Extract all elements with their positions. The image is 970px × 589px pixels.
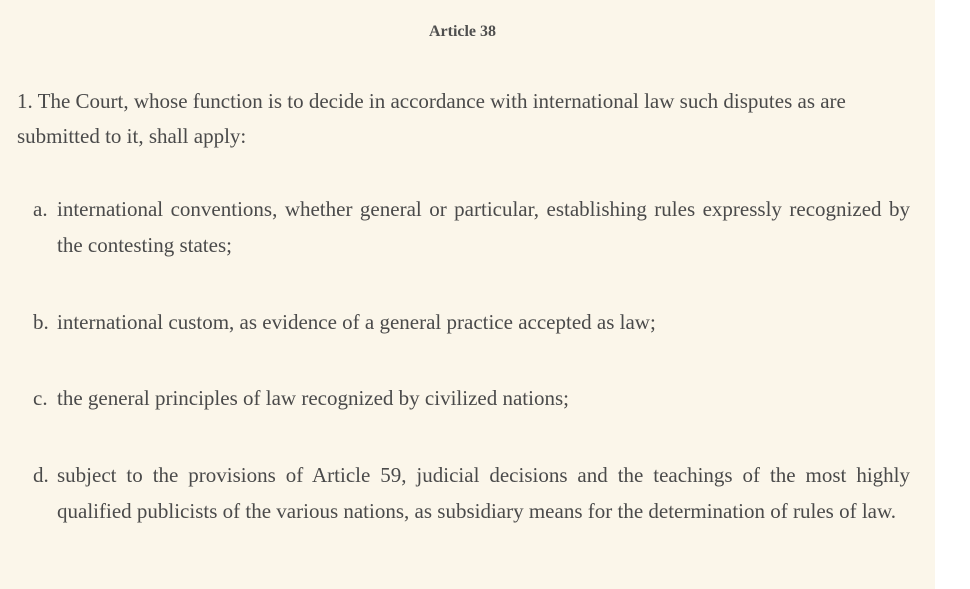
list-text-b: international custom, as evidence of a general practice accepted as law; [57, 310, 656, 334]
paragraph-1: 1. The Court, whose function is to decide in accordance with international law such disputes as are submitted to it, shall apply: [17, 89, 846, 148]
list-item-d [33, 457, 910, 529]
list-marker-a: a. [33, 197, 48, 221]
list-marker-c: c. [33, 386, 48, 410]
article-title: Article 38 [428, 23, 497, 40]
list-text-c: the general principles of law recognized by civilized nations; [57, 386, 569, 410]
list-marker-b: b. [33, 310, 49, 334]
list-item-b [33, 304, 910, 340]
list-item-c [33, 380, 910, 416]
list-text-a: international conventions, whether general or particular, establishing rules expressly recognized by the contesting states; [57, 197, 910, 257]
list-text-d: subject to the provisions of Article 59, judicial decisions and the teachings of the most highly qualified publicists of the various nations, as subsidiary means for the determination of rules of law. [57, 463, 910, 523]
list-item-a [33, 191, 910, 263]
list-marker-d: d. [33, 463, 49, 487]
